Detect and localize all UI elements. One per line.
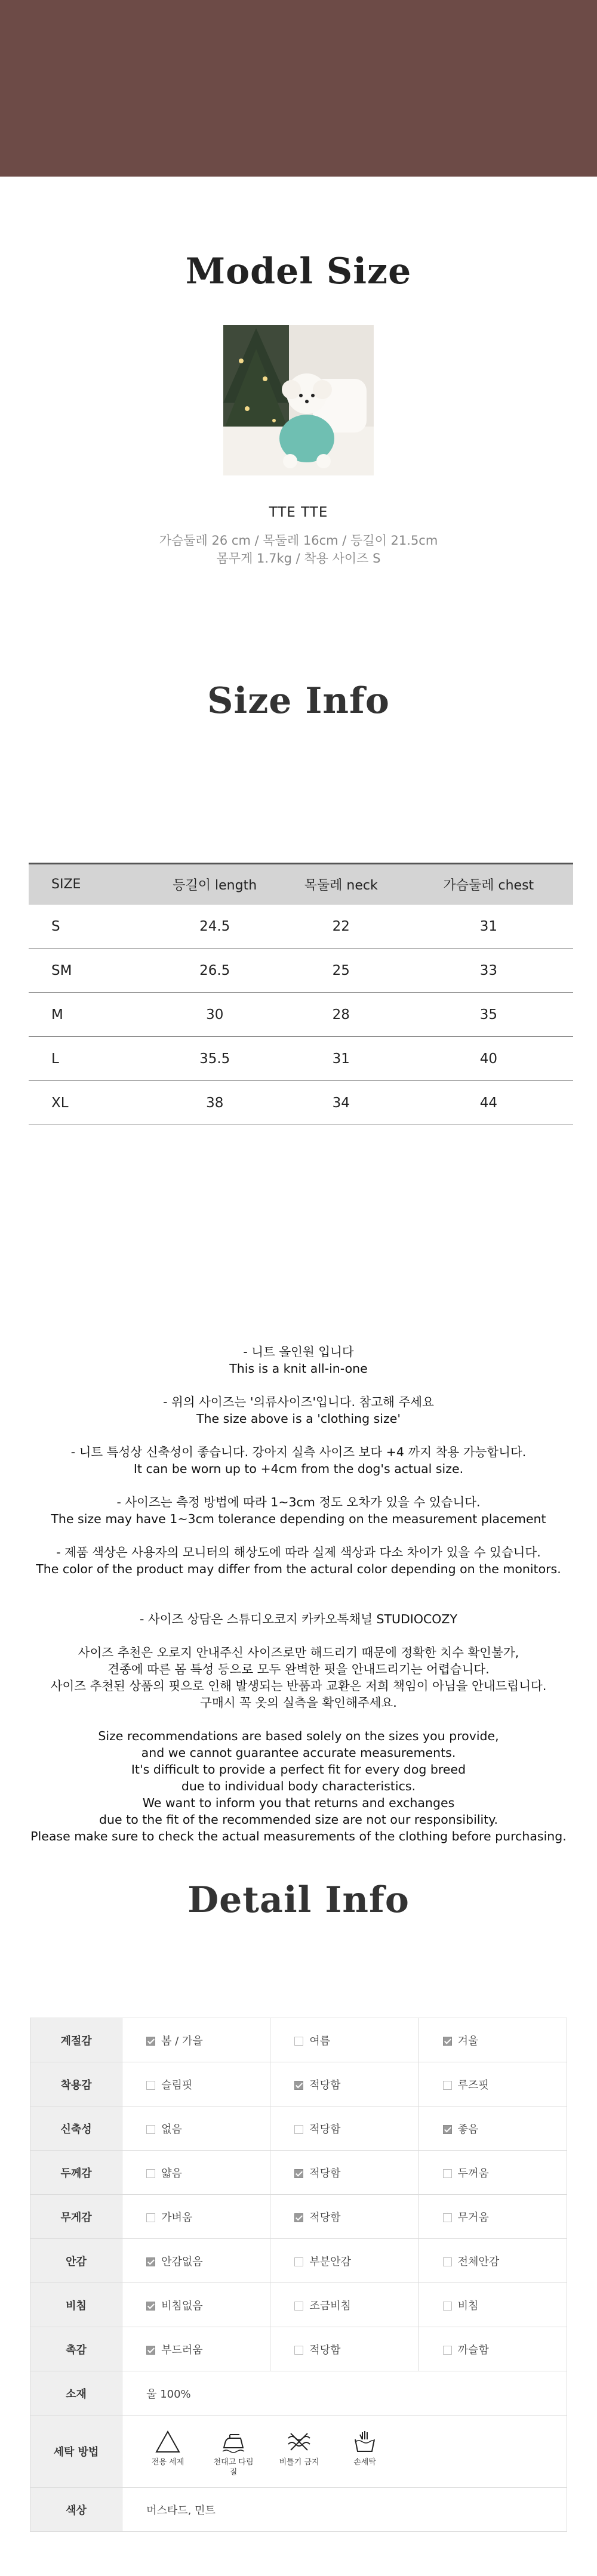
option-text: 슬림핏 xyxy=(161,2078,193,2092)
header-neck: 목둘레 neck xyxy=(278,864,404,904)
detail-table xyxy=(30,2018,567,2532)
detail-row-washing xyxy=(30,2416,567,2488)
note-line: It's difficult to provide a perfect fit for every dog breed xyxy=(131,1762,466,1777)
cell-size: SM xyxy=(29,949,152,993)
detail-option xyxy=(270,2239,418,2283)
checkbox-icon xyxy=(443,2169,452,2178)
model-spec-weight: 몸무게 1.7kg / 착용 사이즈 S xyxy=(216,551,381,566)
note-line: due to individual body characteristics. xyxy=(181,1779,416,1793)
note-line: - 사이즈는 측정 방법에 따라 1~3cm 정도 오차가 있을 수 있습니다. xyxy=(116,1495,481,1509)
material-value: 울 100% xyxy=(122,2371,567,2416)
detail-row-texture xyxy=(30,2327,567,2371)
cell-length: 35.5 xyxy=(152,1037,278,1081)
detail-label: 비침 xyxy=(30,2283,122,2327)
care-label: 비틀기 금지 xyxy=(279,2458,319,2467)
care-item xyxy=(344,2430,386,2467)
detail-option xyxy=(418,2062,567,2106)
cell-chest: 33 xyxy=(404,949,573,993)
detail-info-title: Detail Info xyxy=(187,1879,410,1921)
option-text: 봄 / 가을 xyxy=(161,2034,203,2047)
detail-option xyxy=(270,2018,418,2062)
option-text: 적당함 xyxy=(309,2343,341,2356)
neutral-detergent-icon xyxy=(155,2430,181,2454)
option-text: 적당함 xyxy=(309,2211,341,2224)
note-line: 구매시 꼭 옷의 실측을 확인해주세요. xyxy=(200,1695,397,1710)
checkbox-icon xyxy=(443,2081,452,2090)
detail-option xyxy=(270,2062,418,2106)
detail-option xyxy=(122,2106,270,2151)
note-line xyxy=(0,1377,597,1394)
detail-row-fit xyxy=(30,2062,567,2106)
note-line xyxy=(0,1427,597,1444)
note-line: The color of the product may differ from the actural color depending on the monitors. xyxy=(36,1562,561,1576)
note-line: The size above is a 'clothing size' xyxy=(196,1411,401,1426)
model-spec-measurements: 가슴둘레 26 cm / 목둘레 16cm / 등길이 21.5cm xyxy=(159,533,438,548)
option-text: 여름 xyxy=(309,2034,331,2047)
option-text: 적당함 xyxy=(309,2167,341,2180)
cell-neck: 31 xyxy=(278,1037,404,1081)
note-line: - 니트 특성상 신축성이 좋습니다. 강아지 실측 사이즈 보다 +4 까지 착용 가능합니다. xyxy=(70,1445,527,1459)
option-text: 루즈핏 xyxy=(457,2078,489,2092)
detail-label: 세탁 방법 xyxy=(30,2416,122,2488)
detail-option xyxy=(122,2018,270,2062)
detail-option xyxy=(270,2106,418,2151)
detail-row-material xyxy=(30,2371,567,2416)
option-text: 비침 xyxy=(457,2299,479,2312)
detail-option xyxy=(122,2062,270,2106)
option-text: 부분안감 xyxy=(309,2255,351,2268)
note-line: and we cannot guarantee accurate measurements. xyxy=(141,1746,456,1760)
option-text: 좋음 xyxy=(457,2123,479,2136)
checkbox-checked-icon xyxy=(294,2213,303,2222)
detail-row-weight xyxy=(30,2195,567,2239)
cell-chest: 31 xyxy=(404,904,573,949)
table-row xyxy=(29,1037,573,1081)
checkbox-checked-icon xyxy=(294,2169,303,2178)
option-text: 비침없음 xyxy=(161,2299,203,2312)
option-text: 안감없음 xyxy=(161,2255,203,2268)
detail-label: 신축성 xyxy=(30,2106,122,2151)
checkbox-icon xyxy=(294,2302,303,2311)
note-line xyxy=(0,1477,597,1494)
checkbox-icon xyxy=(443,2257,452,2266)
checkbox-icon xyxy=(146,2081,155,2090)
note-line xyxy=(0,1527,597,1544)
cell-length: 30 xyxy=(152,993,278,1037)
table-row xyxy=(29,1081,573,1125)
note-line: Please make sure to check the actual measurements of the clothing before purchasing. xyxy=(30,1829,567,1843)
care-item xyxy=(147,2430,189,2467)
detail-option xyxy=(270,2195,418,2239)
care-label: 손세탁 xyxy=(353,2458,376,2467)
care-label: 천대고 다림질 xyxy=(213,2458,254,2477)
detail-option xyxy=(418,2195,567,2239)
model-name: TTE TTE xyxy=(269,505,328,520)
checkbox-checked-icon xyxy=(443,2037,452,2046)
option-text: 두꺼움 xyxy=(457,2167,489,2180)
checkbox-icon xyxy=(294,2346,303,2355)
option-text: 얇음 xyxy=(161,2167,182,2180)
cell-chest: 35 xyxy=(404,993,573,1037)
care-item xyxy=(213,2430,254,2478)
wash-methods xyxy=(122,2416,567,2488)
option-text: 적당함 xyxy=(309,2078,341,2092)
option-text: 겨울 xyxy=(457,2034,479,2047)
detail-row-thickness xyxy=(30,2151,567,2195)
checkbox-icon xyxy=(294,2257,303,2266)
care-item xyxy=(278,2430,320,2467)
table-row xyxy=(29,904,573,949)
option-text: 부드러움 xyxy=(161,2343,203,2356)
cell-length: 38 xyxy=(152,1081,278,1125)
cell-neck: 28 xyxy=(278,993,404,1037)
header-size: SIZE xyxy=(29,864,152,904)
checkbox-icon xyxy=(443,2346,452,2355)
low-temp-iron-icon xyxy=(220,2430,247,2454)
checkbox-checked-icon xyxy=(146,2302,155,2311)
detail-option xyxy=(270,2283,418,2327)
size-table-header xyxy=(29,864,573,904)
checkbox-checked-icon xyxy=(443,2125,452,2134)
detail-option xyxy=(418,2283,567,2327)
table-row xyxy=(29,993,573,1037)
detail-label: 소재 xyxy=(30,2371,122,2416)
checkbox-icon xyxy=(443,2213,452,2222)
detail-option xyxy=(270,2151,418,2195)
detail-label: 두께감 xyxy=(30,2151,122,2195)
detail-option xyxy=(122,2195,270,2239)
cell-neck: 22 xyxy=(278,904,404,949)
detail-option xyxy=(122,2239,270,2283)
option-text: 무거움 xyxy=(457,2211,489,2224)
note-line: 사이즈 추천은 오로지 안내주신 사이즈로만 해드리기 때문에 정확한 치수 확인불가, xyxy=(78,1645,519,1660)
detail-option xyxy=(418,2327,567,2371)
hand-wash-icon xyxy=(352,2430,378,2454)
checkbox-icon xyxy=(294,2125,303,2134)
note-line: 견종에 따른 몸 특성 등으로 모두 완벽한 핏을 안내드리기는 어렵습니다. xyxy=(107,1662,490,1676)
note-line xyxy=(0,1577,597,1594)
note-line: 사이즈 추천된 상품의 핏으로 인해 발생되는 반품과 교환은 저희 책임이 아님을 안내드립니다. xyxy=(50,1679,547,1693)
detail-label: 무게감 xyxy=(30,2195,122,2239)
detail-option xyxy=(418,2018,567,2062)
option-text: 전체안감 xyxy=(457,2255,500,2268)
checkbox-checked-icon xyxy=(294,2081,303,2090)
detail-row-stretch xyxy=(30,2106,567,2151)
note-line: - 니트 올인원 입니다 xyxy=(243,1345,354,1359)
checkbox-checked-icon xyxy=(146,2257,155,2266)
note-line: due to the fit of the recommended size are not our responsibility. xyxy=(99,1812,498,1827)
detail-option xyxy=(270,2327,418,2371)
cell-neck: 25 xyxy=(278,949,404,993)
checkbox-icon xyxy=(146,2169,155,2178)
detail-option xyxy=(122,2283,270,2327)
checkbox-icon xyxy=(146,2125,155,2134)
note-line: We want to inform you that returns and exchanges xyxy=(142,1796,455,1810)
detail-option xyxy=(122,2151,270,2195)
detail-label: 색상 xyxy=(30,2488,122,2532)
detail-row-sheer xyxy=(30,2283,567,2327)
note-line: It can be worn up to +4cm from the dog's actual size. xyxy=(133,1462,464,1476)
note-line: Size recommendations are based solely on the sizes you provide, xyxy=(98,1729,499,1743)
cell-neck: 34 xyxy=(278,1081,404,1125)
note-line: - 사이즈 상담은 스튜디오코지 카카오톡채널 STUDIOCOZY xyxy=(140,1612,457,1626)
detail-option xyxy=(122,2327,270,2371)
detail-option xyxy=(418,2106,567,2151)
color-value: 머스타드, 민트 xyxy=(122,2488,567,2532)
checkbox-icon xyxy=(146,2213,155,2222)
size-info-title: Size Info xyxy=(207,680,390,722)
top-banner xyxy=(0,0,597,177)
note-line xyxy=(0,1627,597,1644)
cell-size: M xyxy=(29,993,152,1037)
care-label: 전용 세제 xyxy=(151,2458,184,2467)
size-table xyxy=(29,863,573,1125)
checkbox-icon xyxy=(443,2302,452,2311)
checkbox-icon xyxy=(294,2037,303,2046)
detail-option xyxy=(418,2239,567,2283)
option-text: 적당함 xyxy=(309,2123,341,2136)
table-row xyxy=(29,949,573,993)
option-text: 가벼움 xyxy=(161,2211,193,2224)
cell-size: S xyxy=(29,904,152,949)
option-text: 조금비침 xyxy=(309,2299,351,2312)
header-chest: 가슴둘레 chest xyxy=(404,864,573,904)
cell-size: XL xyxy=(29,1081,152,1125)
option-text: 없음 xyxy=(161,2123,182,2136)
note-line xyxy=(0,1711,597,1728)
note-line: The size may have 1~3cm tolerance depending on the measurement placement xyxy=(51,1512,546,1526)
cell-length: 26.5 xyxy=(152,949,278,993)
note-line xyxy=(0,1594,597,1611)
detail-row-lining xyxy=(30,2239,567,2283)
detail-option xyxy=(418,2151,567,2195)
detail-label: 계절감 xyxy=(30,2018,122,2062)
detail-row-season xyxy=(30,2018,567,2062)
header-length: 등길이 length xyxy=(152,864,278,904)
size-notes xyxy=(0,1343,597,1845)
note-line: - 위의 사이즈는 '의류사이즈'입니다. 참고해 주세요 xyxy=(163,1395,434,1409)
checkbox-checked-icon xyxy=(146,2037,155,2046)
detail-label: 촉감 xyxy=(30,2327,122,2371)
note-line: This is a knit all-in-one xyxy=(229,1361,368,1376)
model-photo xyxy=(223,325,374,475)
model-size-title: Model Size xyxy=(185,251,412,292)
option-text: 까슬함 xyxy=(457,2343,489,2356)
detail-label: 안감 xyxy=(30,2239,122,2283)
cell-size: L xyxy=(29,1037,152,1081)
detail-label: 착용감 xyxy=(30,2062,122,2106)
checkbox-checked-icon xyxy=(146,2346,155,2355)
note-line: - 제품 색상은 사용자의 모니터의 해상도에 따라 실제 색상과 다소 차이가 있을 수 있습니다. xyxy=(56,1545,541,1559)
cell-chest: 44 xyxy=(404,1081,573,1125)
cell-length: 24.5 xyxy=(152,904,278,949)
cell-chest: 40 xyxy=(404,1037,573,1081)
detail-row-color xyxy=(30,2488,567,2532)
no-bleach-icon xyxy=(286,2430,312,2454)
